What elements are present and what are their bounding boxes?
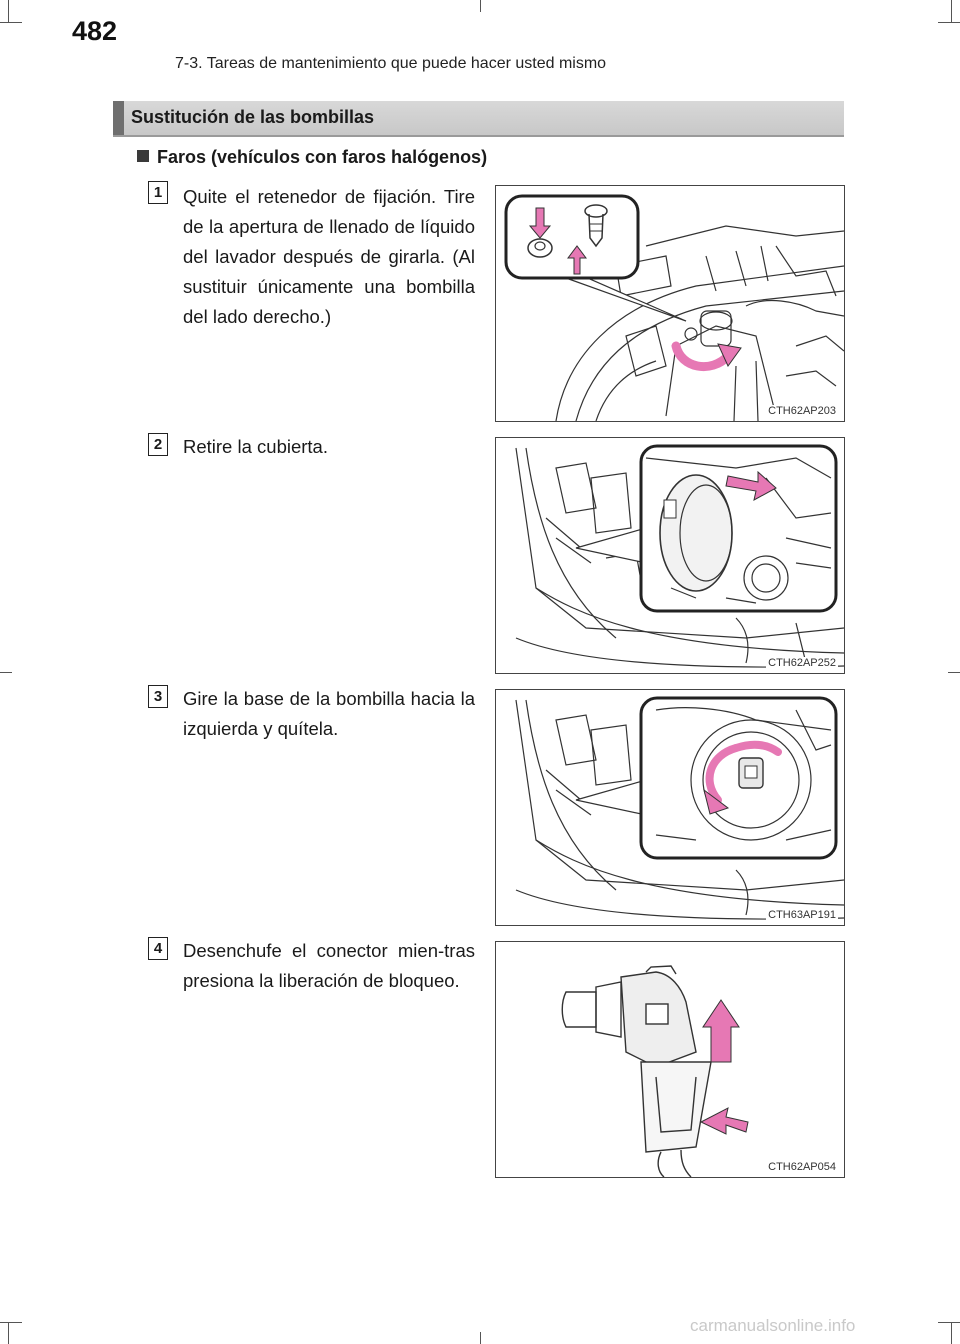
crop-mark: [0, 22, 22, 23]
engine-bay-illustration: [496, 186, 844, 421]
cover-icon: [660, 475, 732, 591]
crop-mark: [480, 1332, 481, 1344]
crop-mark: [951, 0, 952, 22]
step-number: 3: [148, 685, 168, 708]
subheading: [137, 147, 487, 168]
callout-box: [506, 196, 638, 278]
running-head: 7-3. Tareas de mantenimiento que puede hacer usted mismo: [175, 55, 607, 72]
crop-mark: [938, 22, 960, 23]
subheading-title: Faros (vehículos con faros halógenos): [157, 147, 488, 167]
figure-code: CTH62AP203: [768, 405, 836, 417]
crop-mark: [951, 1322, 952, 1344]
bulb-glass-icon: [562, 992, 596, 1027]
bullet-square-icon: [137, 150, 149, 162]
figure-step-1: [495, 185, 845, 422]
section-marker: [113, 101, 124, 135]
connector-icon: [641, 1062, 711, 1152]
connector-illustration: [496, 942, 844, 1177]
step-number: 1: [148, 181, 168, 204]
step-text: Gire la base de la bombilla hacia la izquierda y quítela.: [183, 688, 475, 739]
figure-step-4: [495, 941, 845, 1178]
step-text: Desenchufe el conector mien-tras presiona la liberación de bloqueo.: [183, 940, 475, 991]
crop-mark: [0, 672, 12, 673]
crop-mark: [948, 672, 960, 673]
figure-code: CTH63AP191: [768, 909, 836, 921]
section-header-bar: [113, 101, 844, 137]
step-text: Retire la cubierta.: [183, 436, 328, 457]
crop-mark: [938, 1322, 960, 1323]
figure-code: CTH62AP054: [768, 1161, 836, 1173]
crop-mark: [8, 0, 9, 22]
arrow-left-icon: [701, 1108, 748, 1134]
section-title: Sustitución de las bombillas: [131, 107, 375, 127]
figure-step-2: [495, 437, 845, 674]
step-text: Quite el retenedor de fijación. Tire de la apertura de llenado de líquido del lavador después de girarla. (Al sustituir únicamente una bombilla del lado derecho.): [183, 186, 475, 327]
arrow-up-icon: [703, 1000, 739, 1062]
crop-mark: [480, 0, 481, 12]
figure-step-3: [495, 689, 845, 926]
watermark: carmanualsonline.info: [690, 1316, 856, 1335]
step-number: 4: [148, 937, 168, 960]
headlamp-cover-illustration: [496, 438, 844, 673]
bulb-base-illustration: [496, 690, 844, 925]
page-number: 482: [72, 16, 118, 46]
figure-code: CTH62AP252: [768, 657, 836, 669]
crop-mark: [0, 1322, 22, 1323]
step-number: 2: [148, 433, 168, 456]
crop-mark: [8, 1322, 9, 1344]
